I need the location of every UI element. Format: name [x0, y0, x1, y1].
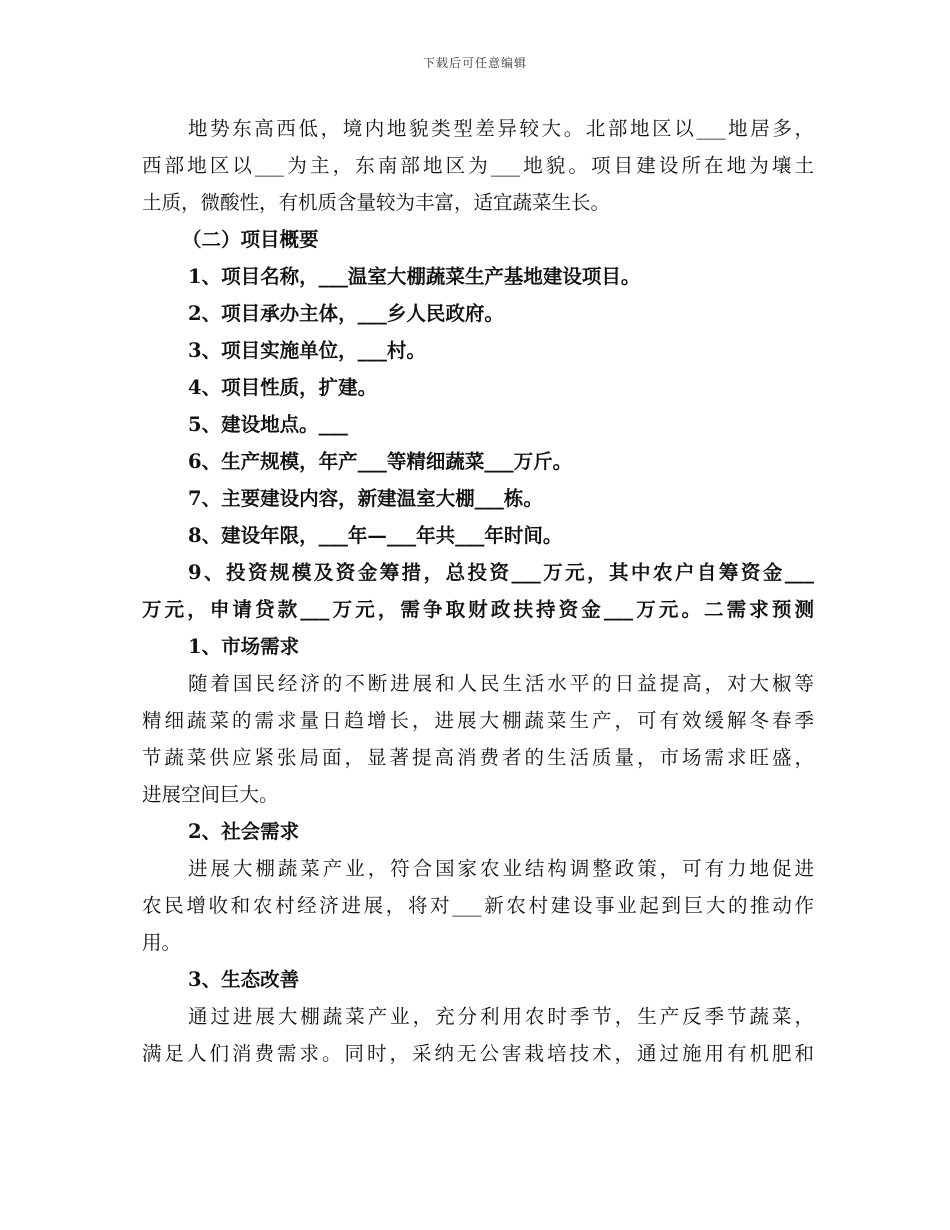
paragraph-line: 精细蔬菜的需求量日趋增长，进展大棚蔬菜生产，可有效缓解冬春季: [142, 709, 814, 732]
paragraph-line: 进展空间巨大。: [142, 783, 279, 806]
paragraph-line: 用。: [142, 931, 182, 954]
paragraph-line: 节蔬菜供应紧张局面，显著提高消费者的生活质量，市场需求旺盛，: [142, 746, 814, 769]
heading-line: 万元，申请贷款___万元，需争取财政扶持资金___万元。二需求预测: [142, 598, 814, 621]
paragraph-line: 土质，微酸性，有机质含量较为丰富，适宜蔬菜生长。: [142, 191, 611, 214]
heading-line: 9、投资规模及资金筹措，总投资___万元，其中农户自筹资金___: [188, 561, 814, 584]
heading-line: 4、项目性质，扩建。: [188, 376, 378, 399]
heading-line: 7、主要建设内容，新建温室大棚___栋。: [188, 487, 543, 510]
paragraph-line: 地势东高西低，境内地貌类型差异较大。北部地区以___地居多，: [188, 117, 814, 140]
heading-line: 2、社会需求: [188, 820, 300, 843]
heading-line: 5、建设地点。___: [188, 413, 348, 436]
paragraph-line: 西部地区以___为主，东南部地区为___地貌。项目建设所在地为壤土: [142, 154, 814, 177]
paragraph-line: 农民增收和农村经济进展，将对___新农村建设事业起到巨大的推动作: [142, 894, 814, 917]
heading-line: 3、项目实施单位，___村。: [188, 339, 426, 362]
heading-line: 3、生态改善: [188, 968, 300, 991]
paragraph-line: 进展大棚蔬菜产业，符合国家农业结构调整政策，可有力地促进: [188, 857, 814, 880]
document-body: [142, 110, 814, 1072]
paragraph-line: 随着国民经济的不断进展和人民生活水平的日益提高，对大椒等: [188, 672, 814, 695]
paragraph-line: 满足人们消费需求。同时，采纳无公害栽培技术，通过施用有机肥和: [142, 1042, 814, 1065]
heading-line: 6、生产规模，年产___等精细蔬菜___万斤。: [188, 450, 573, 473]
heading-line: 8、建设年限，___年—___年共___年时间。: [188, 524, 563, 547]
heading-line: 1、项目名称，___温室大棚蔬菜生产基地建设项目。: [188, 265, 641, 288]
heading-line: （二）项目概要: [182, 228, 319, 251]
paragraph-line: 通过进展大棚蔬菜产业，充分利用农时季节，生产反季节蔬菜，: [188, 1005, 814, 1028]
header-note: 下载后可任意编辑: [422, 56, 527, 70]
heading-line: 2、项目承办主体，___乡人民政府。: [188, 302, 504, 325]
heading-line: 1、市场需求: [188, 635, 300, 658]
